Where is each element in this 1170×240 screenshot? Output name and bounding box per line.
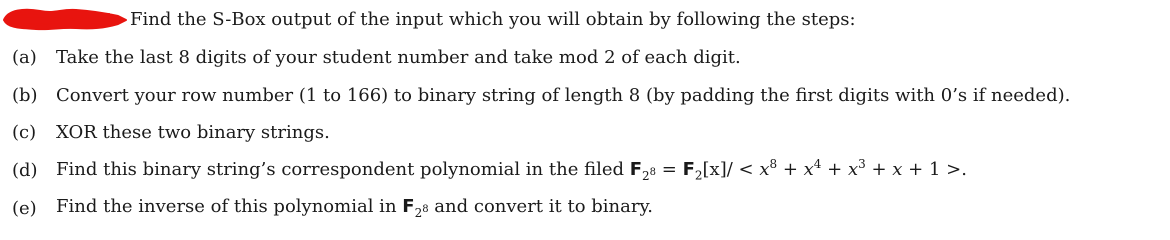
poly-x3: x — [847, 159, 859, 181]
poly-plus3: + — [865, 159, 893, 181]
field-sub-base: 2 — [642, 168, 650, 183]
step-a — [12, 42, 741, 72]
ring-subscript: 2 — [694, 168, 703, 183]
step-d-label: (d) — [12, 159, 38, 181]
equals-sign: = — [656, 159, 683, 181]
step-d-text-before: Find this binary string’s correspondent polynomial in the filed — [56, 159, 630, 181]
poly-x4: x — [803, 159, 814, 181]
step-b-label: (b) — [12, 84, 38, 106]
step-e-text-before: Find the inverse of this polynomial in — [56, 196, 403, 218]
field-sub-base-e: 2 — [414, 205, 423, 220]
redaction-scribble — [0, 4, 128, 34]
step-e-text-after: and convert it to binary. — [428, 196, 653, 218]
step-c — [12, 117, 330, 147]
step-c-text: XOR these two binary strings. — [56, 121, 330, 143]
step-d-text — [56, 157, 967, 183]
step-e-label: (e) — [12, 197, 37, 219]
step-e — [12, 193, 653, 223]
field-symbol: F — [629, 159, 643, 181]
ring-symbol: F — [682, 159, 695, 181]
step-d — [12, 155, 967, 185]
step-e-text — [56, 196, 653, 220]
field-subscript — [642, 166, 657, 183]
step-a-label: (a) — [12, 46, 37, 68]
poly-plus1: + — [777, 159, 804, 181]
step-b-text: Convert your row number (1 to 166) to binary string of length 8 (by padding the first digits with 0’s if needed). — [56, 84, 1071, 106]
poly-tail: + 1 >. — [902, 159, 967, 181]
poly-exp3: 3 — [858, 157, 866, 172]
poly-x8: x — [759, 159, 770, 181]
poly-x: x — [892, 159, 903, 181]
poly-exp8: 8 — [769, 157, 778, 172]
intro-line — [0, 4, 856, 34]
step-c-label: (c) — [12, 121, 37, 143]
poly-plus2: + — [821, 159, 848, 181]
field-subscript-e — [414, 203, 429, 220]
ring-rest: [x]/ < — [702, 159, 760, 181]
step-b — [12, 80, 1070, 110]
field-symbol-e: F — [402, 196, 415, 218]
field-sub-exponent-e: 8 — [422, 203, 429, 215]
poly-exp4: 4 — [813, 157, 822, 172]
intro-text: Find the S-Box output of the input which you will obtain by following the steps: — [130, 8, 856, 30]
step-a-text: Take the last 8 digits of your student number and take mod 2 of each digit. — [56, 46, 741, 68]
field-sub-exponent: 8 — [649, 166, 657, 178]
